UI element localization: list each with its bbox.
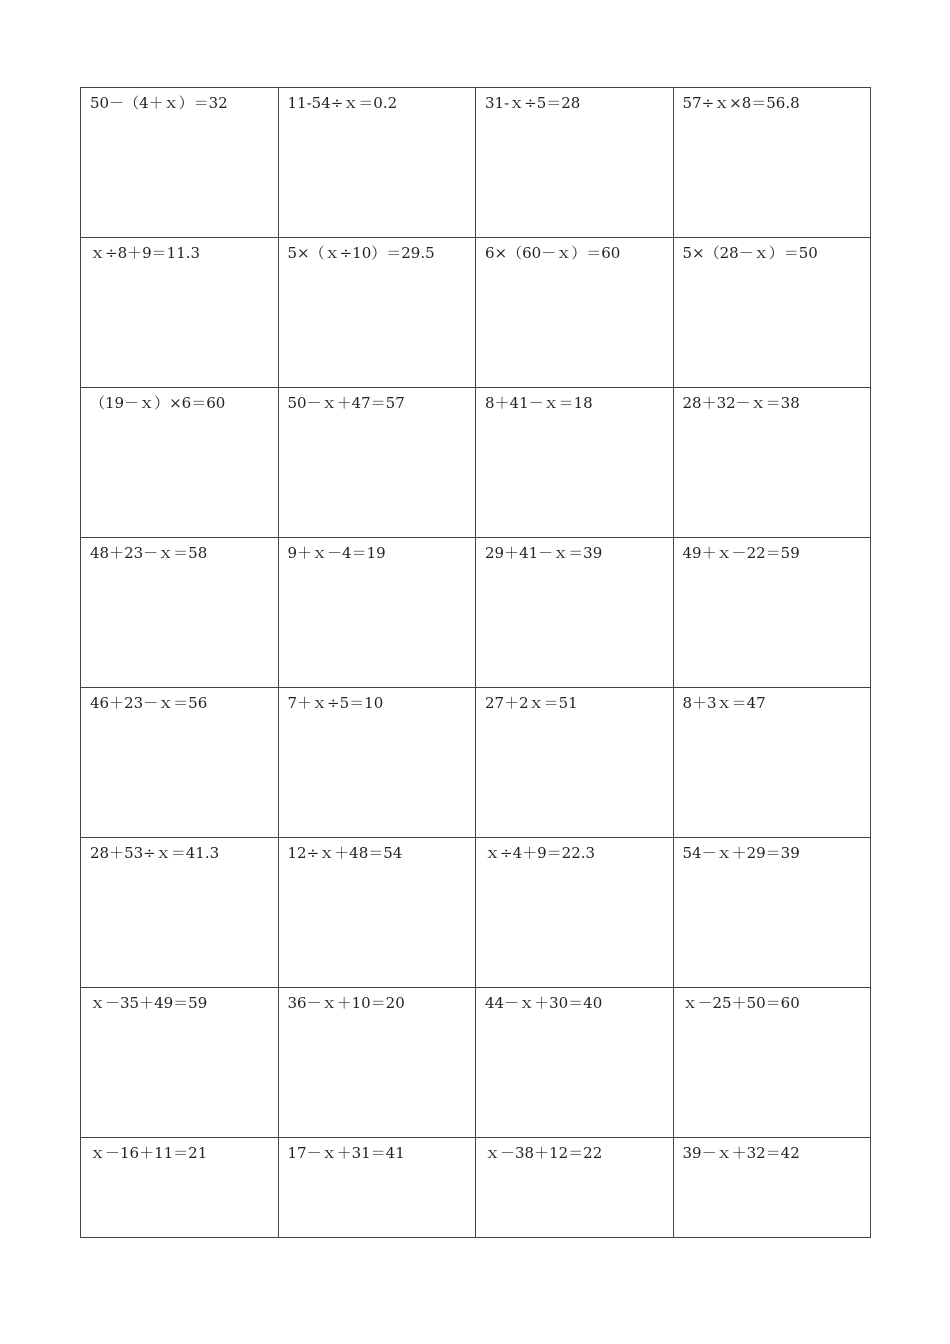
equation-cell: 44－ｘ＋30＝40 bbox=[476, 988, 674, 1138]
equation-cell: 5×（28－ｘ）＝50 bbox=[673, 238, 871, 388]
equation-cell: 36－ｘ＋10＝20 bbox=[278, 988, 476, 1138]
table-row bbox=[81, 238, 871, 388]
table-row bbox=[81, 1138, 871, 1238]
equation-cell: 6×（60－ｘ）＝60 bbox=[476, 238, 674, 388]
worksheet-body bbox=[81, 88, 871, 1238]
equation-cell: 48＋23－ｘ＝58 bbox=[81, 538, 279, 688]
equation-cell: 28＋53÷ｘ＝41.3 bbox=[81, 838, 279, 988]
equation-cell: 9＋ｘ－4＝19 bbox=[278, 538, 476, 688]
equation-cell: 54－ｘ＋29＝39 bbox=[673, 838, 871, 988]
equation-cell: 8＋41－ｘ＝18 bbox=[476, 388, 674, 538]
equation-cell: 57÷ｘ×8＝56.8 bbox=[673, 88, 871, 238]
table-row bbox=[81, 838, 871, 988]
equation-cell: 29＋41－ｘ＝39 bbox=[476, 538, 674, 688]
equation-cell: 5×（ｘ÷10）＝29.5 bbox=[278, 238, 476, 388]
equation-cell: 17－ｘ＋31＝41 bbox=[278, 1138, 476, 1238]
equation-cell: 8＋3ｘ＝47 bbox=[673, 688, 871, 838]
table-row bbox=[81, 88, 871, 238]
equation-cell: 28＋32－ｘ＝38 bbox=[673, 388, 871, 538]
equation-cell: 39－ｘ＋32＝42 bbox=[673, 1138, 871, 1238]
equation-cell: ｘ－35＋49＝59 bbox=[81, 988, 279, 1138]
equation-cell: 7＋ｘ÷5＝10 bbox=[278, 688, 476, 838]
equation-cell: （19－ｘ）×6＝60 bbox=[81, 388, 279, 538]
table-row bbox=[81, 688, 871, 838]
equation-cell: 11-54÷ｘ＝0.2 bbox=[278, 88, 476, 238]
equation-cell: ｘ－16＋11＝21 bbox=[81, 1138, 279, 1238]
equation-cell: 27＋2ｘ＝51 bbox=[476, 688, 674, 838]
table-row bbox=[81, 988, 871, 1138]
equation-cell: ｘ－38＋12＝22 bbox=[476, 1138, 674, 1238]
equation-cell: 12÷ｘ＋48＝54 bbox=[278, 838, 476, 988]
equation-cell: 50－（4＋ｘ）＝32 bbox=[81, 88, 279, 238]
equation-cell: ｘ－25＋50＝60 bbox=[673, 988, 871, 1138]
equation-cell: ｘ÷8＋9＝11.3 bbox=[81, 238, 279, 388]
equation-cell: 46＋23－ｘ＝56 bbox=[81, 688, 279, 838]
equation-cell: 31-ｘ÷5＝28 bbox=[476, 88, 674, 238]
equation-cell: ｘ÷4＋9＝22.3 bbox=[476, 838, 674, 988]
table-row bbox=[81, 538, 871, 688]
table-row bbox=[81, 388, 871, 538]
equation-cell: 49＋ｘ－22＝59 bbox=[673, 538, 871, 688]
equation-worksheet-table bbox=[80, 87, 871, 1238]
equation-cell: 50－ｘ＋47＝57 bbox=[278, 388, 476, 538]
